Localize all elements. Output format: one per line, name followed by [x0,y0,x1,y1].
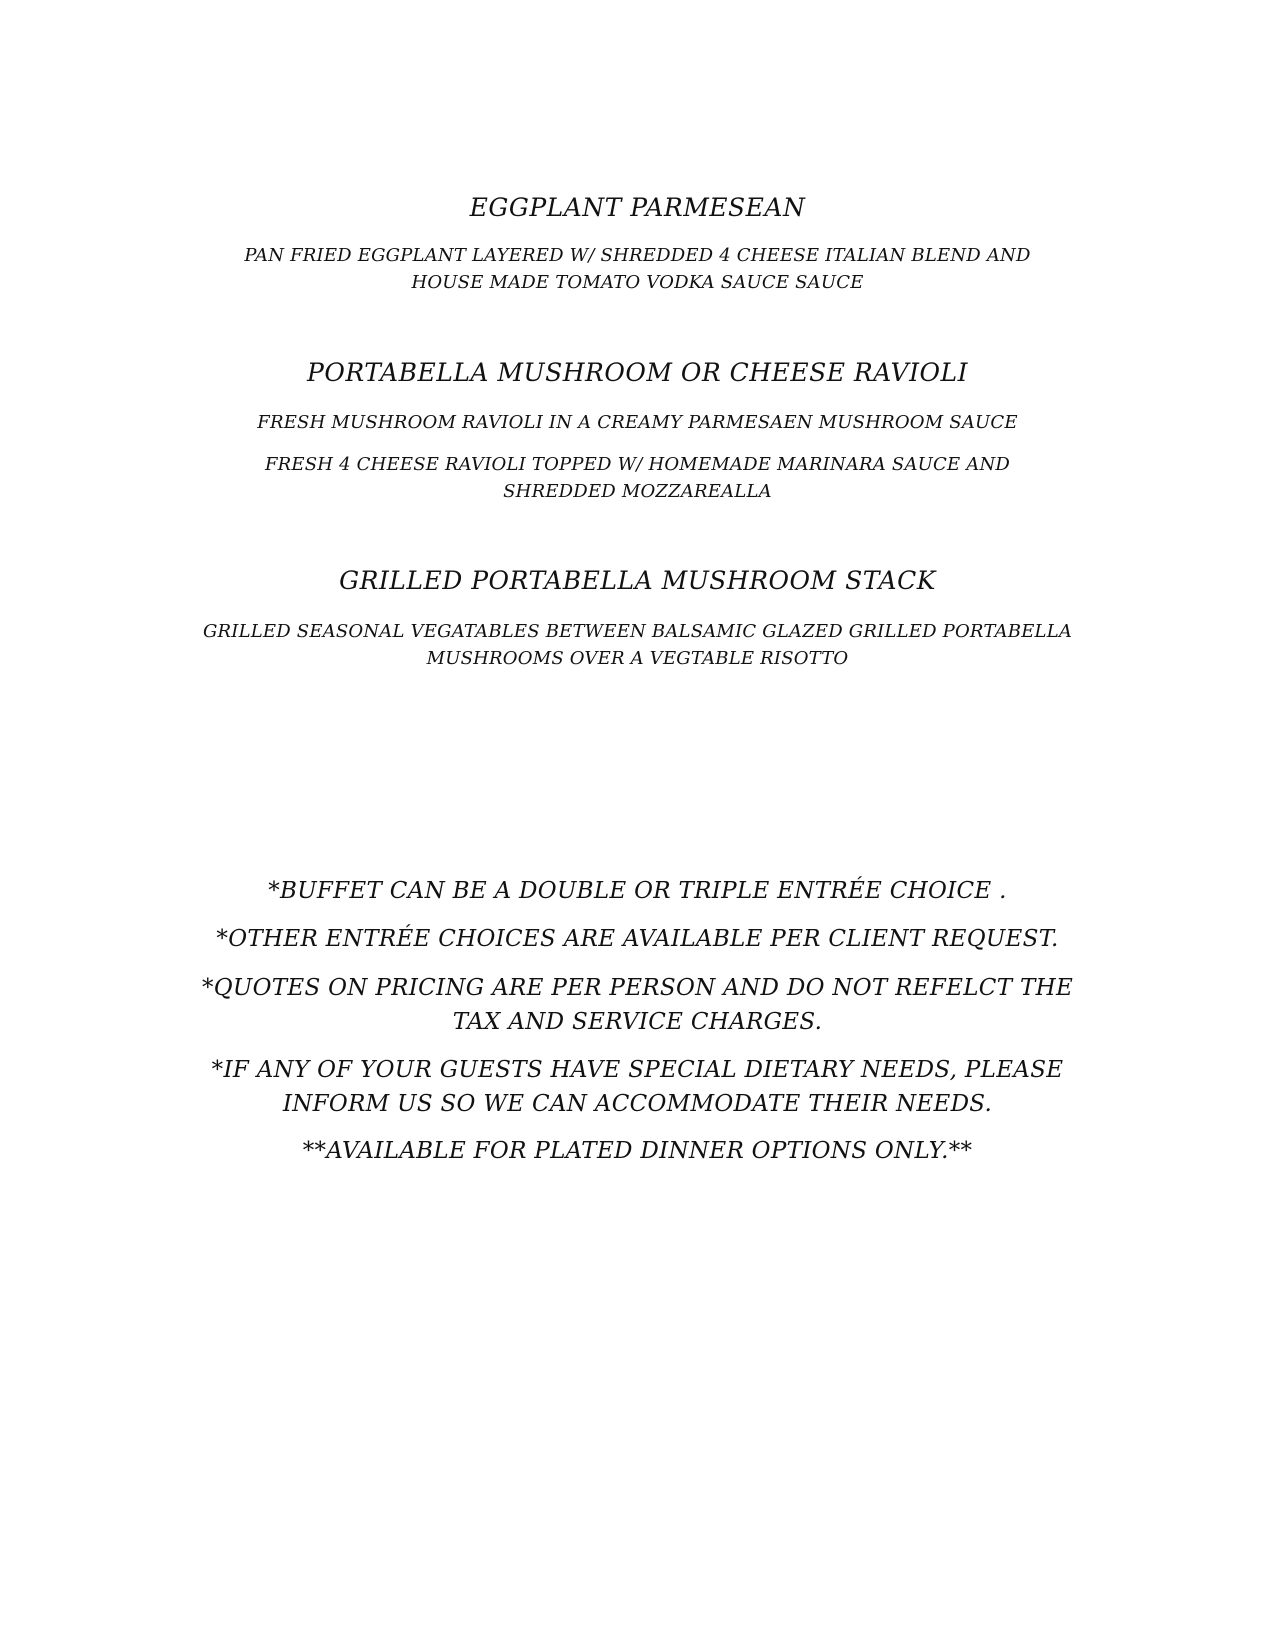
description-line: GRILLED SEASONAL VEGATABLES BETWEEN BALSAMIC GLAZED GRILLED PORTABELLA [202,621,1073,642]
note-dietary-needs [0,1053,1275,1121]
note-line: *BUFFET CAN BE A DOUBLE OR TRIPLE ENTRÉE CHOICE . [268,878,1007,904]
note-line: *OTHER ENTRÉE CHOICES ARE AVAILABLE PER CLIENT REQUEST. [216,926,1059,952]
dish-title-ravioli: PORTABELLA MUSHROOM OR CHEESE RAVIOLI [307,358,968,387]
note-line: **AVAILABLE FOR PLATED DINNER OPTIONS ONLY.** [302,1138,973,1164]
note-line: *IF ANY OF YOUR GUESTS HAVE SPECIAL DIETARY NEEDS, PLEASE [211,1057,1064,1083]
note-pricing [0,971,1275,1039]
description-line: FRESH 4 CHEESE RAVIOLI TOPPED W/ HOMEMADE MARINARA SAUCE AND [264,454,1011,475]
description-line: PAN FRIED EGGPLANT LAYERED W/ SHREDDED 4 CHEESE ITALIAN BLEND AND [244,245,1031,266]
note-buffet-choice [0,874,1275,908]
note-line: TAX AND SERVICE CHARGES. [452,1009,823,1035]
dish-title-mushroom-stack: GRILLED PORTABELLA MUSHROOM STACK [339,566,936,595]
description-line: FRESH MUSHROOM RAVIOLI IN A CREAMY PARMESAEN MUSHROOM SAUCE [257,412,1018,433]
dish-description-cheese-ravioli [0,451,1275,505]
note-other-choices [0,922,1275,956]
note-plated-only [0,1134,1275,1168]
note-line: *QUOTES ON PRICING ARE PER PERSON AND DO NOT REFELCT THE [201,975,1074,1001]
dish-description-eggplant [0,242,1275,296]
dish-description-mushroom-stack [0,618,1275,672]
description-line: SHREDDED MOZZAREALLA [503,481,772,502]
description-line: MUSHROOMS OVER A VEGTABLE RISOTTO [426,648,849,669]
note-line: INFORM US SO WE CAN ACCOMMODATE THEIR NEEDS. [282,1091,993,1117]
description-line: HOUSE MADE TOMATO VODKA SAUCE SAUCE [411,272,864,293]
dish-title-eggplant-parmesean: EGGPLANT PARMESEAN [469,193,806,222]
dish-description-mushroom-ravioli [0,409,1275,436]
